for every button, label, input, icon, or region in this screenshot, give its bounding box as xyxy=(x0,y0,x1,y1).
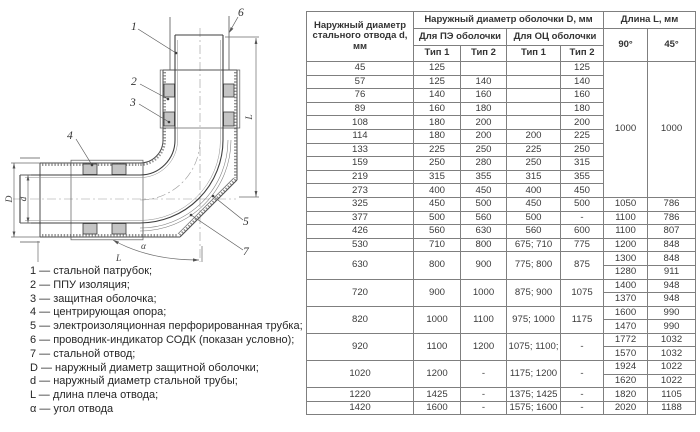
table-cell: 89 xyxy=(307,102,414,116)
table-cell: 160 xyxy=(461,89,507,103)
table-cell: 1300 xyxy=(604,252,648,266)
table-cell xyxy=(461,62,507,76)
table-cell: 450 xyxy=(414,197,461,211)
table-cell: 900 xyxy=(461,252,507,279)
callout-4: 4 xyxy=(67,130,73,142)
col-header-pe-type1: Тип 1 xyxy=(414,46,461,62)
table-cell: 1620 xyxy=(604,374,648,388)
callout-1: 1 xyxy=(131,21,137,33)
table-cell: 200 xyxy=(461,129,507,143)
table-cell: 560 xyxy=(414,225,461,239)
col-header-90deg: 90° xyxy=(604,29,648,62)
table-cell: 1022 xyxy=(648,374,696,388)
callout-6: 6 xyxy=(238,7,244,19)
sodk-wires xyxy=(20,16,229,242)
table-cell: 786 xyxy=(648,197,696,211)
legend-item: 2 — ППУ изоляция; xyxy=(30,278,130,291)
callout-leaders xyxy=(76,17,243,250)
table-cell: 426 xyxy=(307,225,414,239)
table-cell xyxy=(507,62,561,76)
table-cell: 990 xyxy=(648,320,696,334)
legend-item: 6 — проводник-индикатор СОДК (показан условно); xyxy=(30,333,295,346)
legend-list xyxy=(30,265,303,417)
table-cell: 500 xyxy=(461,197,507,211)
table-cell: 250 xyxy=(507,157,561,171)
table-cell xyxy=(507,89,561,103)
table-cell: 180 xyxy=(461,102,507,116)
table-cell: 675; 710 xyxy=(507,238,561,252)
table-row xyxy=(307,238,696,252)
table-cell: 1820 xyxy=(604,388,648,402)
table-row xyxy=(307,62,696,76)
table-cell: 377 xyxy=(307,211,414,225)
table-cell: 800 xyxy=(414,252,461,279)
dimension-lines xyxy=(11,37,259,262)
table-cell: 355 xyxy=(461,170,507,184)
table-row xyxy=(307,361,696,375)
table-cell: 911 xyxy=(648,265,696,279)
table-cell: 125 xyxy=(414,62,461,76)
table-cell: 1375; 1425 xyxy=(507,388,561,402)
table-cell: 1000 xyxy=(414,306,461,333)
table-cell: - xyxy=(561,401,604,415)
callout-2: 2 xyxy=(131,76,137,88)
table-cell: 560 xyxy=(507,225,561,239)
table-cell: 1470 xyxy=(604,320,648,334)
table-cell: 108 xyxy=(307,116,414,130)
table-cell: 975; 1000 xyxy=(507,306,561,333)
legend-item: 4 — центрирующая опора; xyxy=(30,306,167,319)
table-cell: 1022 xyxy=(648,361,696,375)
col-header-oc-casing: Для ОЦ оболочки xyxy=(507,29,604,46)
table-cell xyxy=(507,102,561,116)
col-header-45deg: 45° xyxy=(648,29,696,62)
table-cell: - xyxy=(561,333,604,360)
table-cell: 450 xyxy=(507,197,561,211)
table-cell: 57 xyxy=(307,75,414,89)
table-cell: 630 xyxy=(307,252,414,279)
legend-item: 7 — стальной отвод; xyxy=(30,347,136,360)
table-row xyxy=(307,279,696,293)
col-header-casing-diameter: Наружный диаметр оболочки D, мм xyxy=(414,12,604,29)
table-body xyxy=(307,62,696,415)
table-cell: 315 xyxy=(507,170,561,184)
table-cell: 1075 xyxy=(561,279,604,306)
table-cell: 710 xyxy=(414,238,461,252)
dimensions-table xyxy=(306,11,696,415)
table-cell: 133 xyxy=(307,143,414,157)
table-row xyxy=(307,401,696,415)
table-cell: 775 xyxy=(561,238,604,252)
table-cell: 315 xyxy=(561,157,604,171)
table-cell: 1570 xyxy=(604,347,648,361)
table-cell: 1100 xyxy=(414,333,461,360)
dim-label-d: d xyxy=(19,196,29,202)
col-header-length: Длина L, мм xyxy=(604,12,696,29)
table-cell: 225 xyxy=(561,129,604,143)
table-cell: 140 xyxy=(561,75,604,89)
table-cell: - xyxy=(561,211,604,225)
table-row xyxy=(307,306,696,320)
table-cell: 250 xyxy=(561,143,604,157)
table-cell: 1200 xyxy=(461,333,507,360)
table-cell: 125 xyxy=(414,75,461,89)
table-cell: 200 xyxy=(507,129,561,143)
table-cell: 560 xyxy=(461,211,507,225)
table-cell: 500 xyxy=(561,197,604,211)
table-cell: 355 xyxy=(561,170,604,184)
table-row xyxy=(307,252,696,266)
table-cell: 159 xyxy=(307,157,414,171)
table-cell: 500 xyxy=(414,211,461,225)
table-cell: 1050 xyxy=(604,197,648,211)
dimension-arrows xyxy=(13,27,258,262)
dim-label-alpha: α xyxy=(141,242,146,252)
elbow-drawing xyxy=(0,0,305,262)
table-cell: 948 xyxy=(648,293,696,307)
table-cell: 400 xyxy=(507,184,561,198)
table-cell: 1370 xyxy=(604,293,648,307)
table-cell: 875; 900 xyxy=(507,279,561,306)
callout-7: 7 xyxy=(243,246,249,258)
table-cell: 990 xyxy=(648,306,696,320)
table-cell: 1600 xyxy=(604,306,648,320)
table-cell: 1175 xyxy=(561,306,604,333)
table-cell: 45 xyxy=(307,62,414,76)
table-row xyxy=(307,211,696,225)
table-cell: 530 xyxy=(307,238,414,252)
table-cell: 280 xyxy=(461,157,507,171)
table-cell: 720 xyxy=(307,279,414,306)
table-cell: 1772 xyxy=(604,333,648,347)
table-cell: 180 xyxy=(561,102,604,116)
legend-item: L — длина плеча отвода; xyxy=(30,389,159,402)
callout-3: 3 xyxy=(130,97,136,109)
table-cell: 315 xyxy=(414,170,461,184)
callout-5: 5 xyxy=(243,216,249,228)
table-cell: 225 xyxy=(507,143,561,157)
table-cell: 2020 xyxy=(604,401,648,415)
table-cell: 200 xyxy=(461,116,507,130)
table-cell: 1000 xyxy=(461,279,507,306)
col-header-steel-diameter: Наружный диаметр стального отвода d, мм xyxy=(307,12,414,62)
table-cell: 1075; 1100; xyxy=(507,333,561,360)
dim-label-L-right: L xyxy=(245,114,255,120)
dim-label-D: D xyxy=(5,195,15,203)
dim-label-L-bottom: L xyxy=(116,254,122,262)
table-row xyxy=(307,225,696,239)
table-cell: 1400 xyxy=(604,279,648,293)
table-cell: 1200 xyxy=(604,238,648,252)
col-header-oc-type1: Тип 1 xyxy=(507,46,561,62)
table-cell: 800 xyxy=(461,238,507,252)
table-cell: 500 xyxy=(507,211,561,225)
table-cell: - xyxy=(561,361,604,388)
table-row xyxy=(307,197,696,211)
table-cell: 1100 xyxy=(604,225,648,239)
table-cell: 1188 xyxy=(648,401,696,415)
table-cell: 76 xyxy=(307,89,414,103)
table-cell: 1100 xyxy=(461,306,507,333)
table-cell: 1200 xyxy=(414,361,461,388)
table-cell: 1425 xyxy=(414,388,461,402)
table-cell xyxy=(507,75,561,89)
table-cell: 1420 xyxy=(307,401,414,415)
table-cell: 180 xyxy=(414,129,461,143)
table-cell: 160 xyxy=(561,89,604,103)
table-cell: 1000 xyxy=(648,62,696,198)
table-cell: 900 xyxy=(414,279,461,306)
table-cell: 225 xyxy=(414,143,461,157)
col-header-oc-type2: Тип 2 xyxy=(561,46,604,62)
table-cell: 1100 xyxy=(604,211,648,225)
table-cell: 1105 xyxy=(648,388,696,402)
table-cell: 600 xyxy=(561,225,604,239)
table-cell: 114 xyxy=(307,129,414,143)
table-cell: 807 xyxy=(648,225,696,239)
col-header-pe-casing: Для ПЭ оболочки xyxy=(414,29,507,46)
legend-item: D — наружный диаметр защитной оболочки; xyxy=(30,361,259,374)
table-cell: 219 xyxy=(307,170,414,184)
table-cell: 450 xyxy=(561,184,604,198)
table-cell: - xyxy=(461,388,507,402)
table-cell xyxy=(507,116,561,130)
legend-item: d — наружный диаметр стальной трубы; xyxy=(30,375,238,388)
table-cell: 1220 xyxy=(307,388,414,402)
table-cell: 180 xyxy=(414,116,461,130)
table-cell: 948 xyxy=(648,279,696,293)
table-cell: 1280 xyxy=(604,265,648,279)
table-cell: 250 xyxy=(414,157,461,171)
table-cell: 325 xyxy=(307,197,414,211)
table-cell: - xyxy=(461,401,507,415)
table-cell: 920 xyxy=(307,333,414,360)
table-cell: 875 xyxy=(561,252,604,279)
table-cell: 1600 xyxy=(414,401,461,415)
legend-item: 1 — стальной патрубок; xyxy=(30,265,153,277)
table-cell: 1175; 1200 xyxy=(507,361,561,388)
table-cell: 140 xyxy=(461,75,507,89)
steel-pipe xyxy=(20,35,223,223)
support-blocks xyxy=(83,84,234,234)
table-cell: - xyxy=(461,361,507,388)
table-cell: 848 xyxy=(648,238,696,252)
table-cell: 400 xyxy=(414,184,461,198)
table-cell: 160 xyxy=(414,102,461,116)
legend-item: α — угол отвода xyxy=(30,402,114,415)
table-cell: 786 xyxy=(648,211,696,225)
table-cell: 250 xyxy=(461,143,507,157)
table-row xyxy=(307,388,696,402)
table-cell: 273 xyxy=(307,184,414,198)
perforated-tube xyxy=(140,140,231,231)
casing-outline xyxy=(40,70,237,237)
col-header-pe-type2: Тип 2 xyxy=(461,46,507,62)
table-cell: 140 xyxy=(414,89,461,103)
table-cell: 775; 800 xyxy=(507,252,561,279)
table-cell: 820 xyxy=(307,306,414,333)
table-cell: 200 xyxy=(561,116,604,130)
legend-item: 5 — электроизоляционная перфорированная трубка; xyxy=(30,320,303,333)
table-cell: 1020 xyxy=(307,361,414,388)
table-cell: 1575; 1600 xyxy=(507,401,561,415)
table-cell: 1032 xyxy=(648,347,696,361)
table-cell: 125 xyxy=(561,62,604,76)
table-cell: 1032 xyxy=(648,333,696,347)
table-cell: 1000 xyxy=(604,62,648,198)
steel-pipe-inner-wall xyxy=(25,40,220,220)
legend-item: 3 — защитная оболочка; xyxy=(30,292,157,305)
table-cell: 848 xyxy=(648,252,696,266)
table-cell: - xyxy=(561,388,604,402)
table-row xyxy=(307,333,696,347)
callout-dots xyxy=(91,52,215,217)
table-cell: 1924 xyxy=(604,361,648,375)
casing-sleeves xyxy=(71,70,240,240)
table-cell: 450 xyxy=(461,184,507,198)
table-cell: 630 xyxy=(461,225,507,239)
